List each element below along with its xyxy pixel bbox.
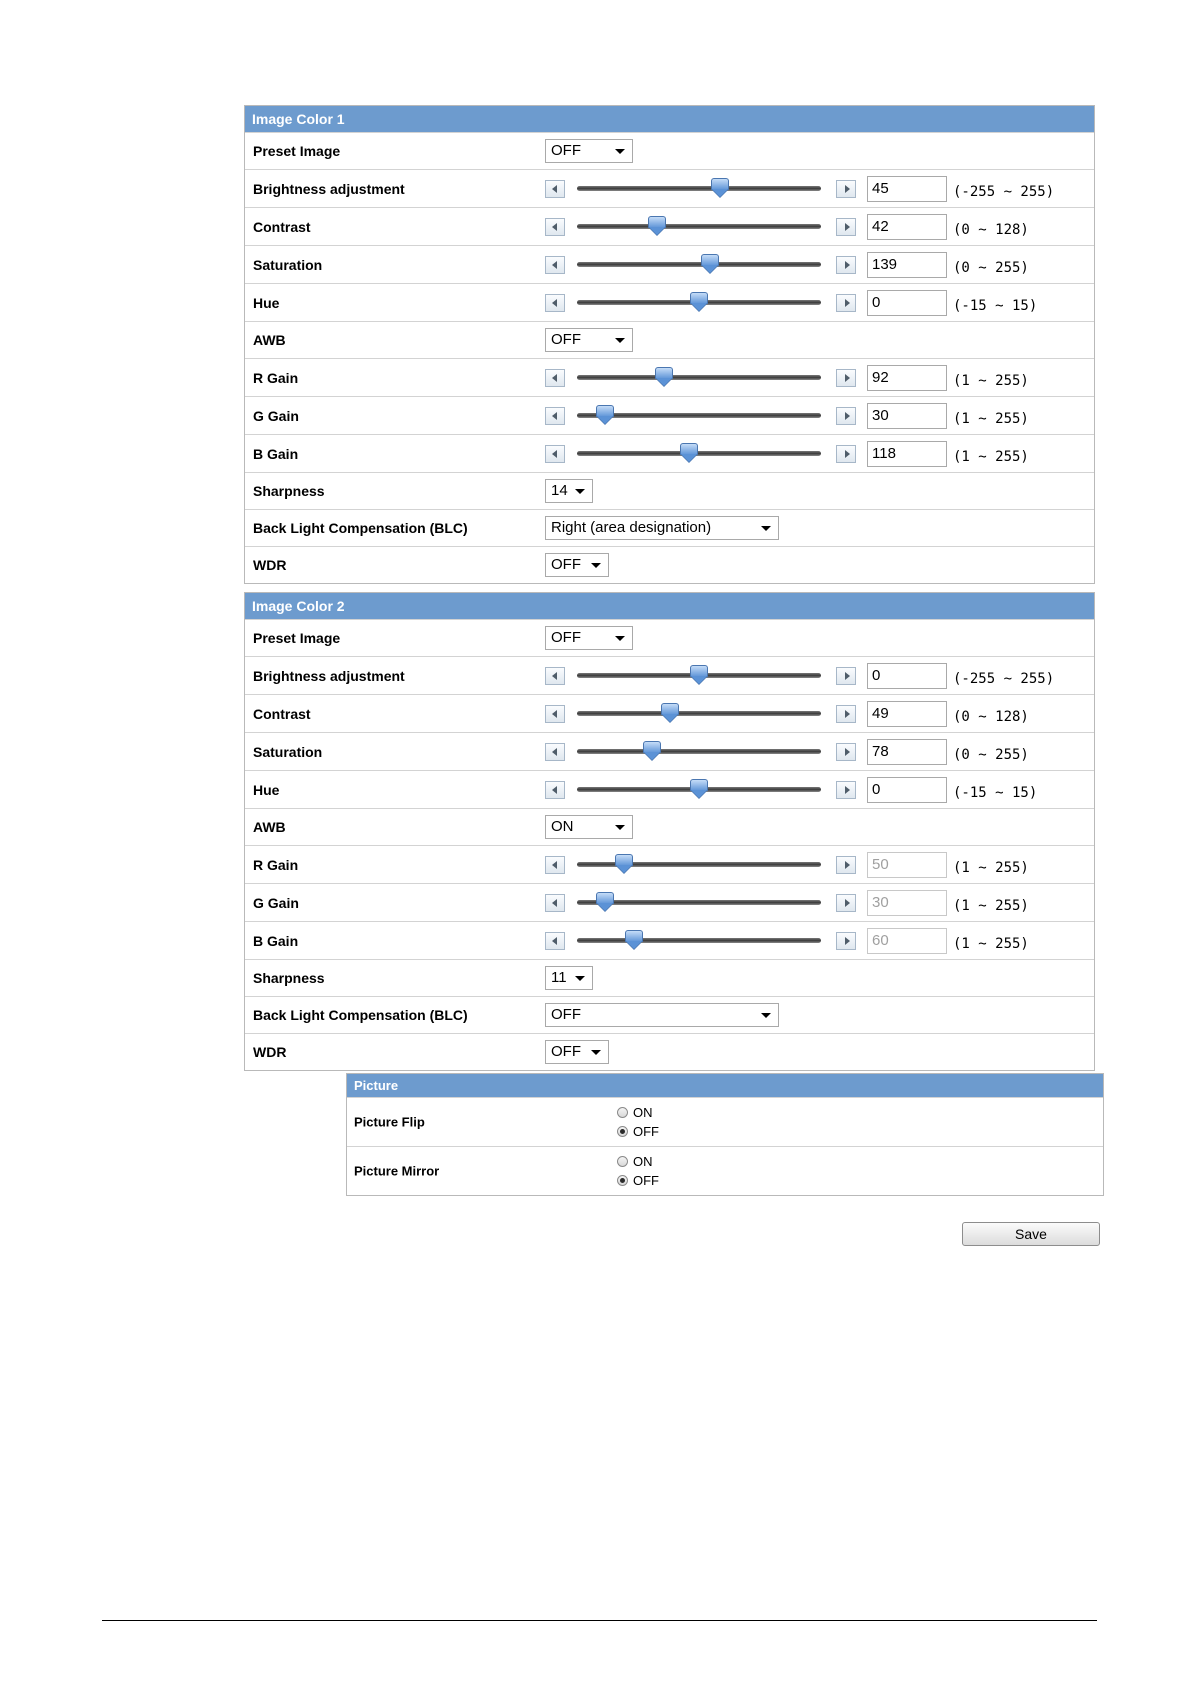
r-gain-value-input: 50 bbox=[867, 852, 947, 878]
contrast-slider-track[interactable] bbox=[577, 224, 821, 229]
setting-label: Preset Image bbox=[253, 630, 341, 646]
contrast-slider-track[interactable] bbox=[577, 711, 821, 716]
picture-panel bbox=[346, 1073, 1104, 1196]
slider-thumb-icon[interactable] bbox=[648, 216, 666, 236]
decrease-button[interactable] bbox=[545, 894, 565, 912]
range-hint: (0 ~ 255) bbox=[953, 259, 1029, 276]
increase-button[interactable] bbox=[836, 369, 856, 387]
decrease-button[interactable] bbox=[545, 667, 565, 685]
setting-label: AWB bbox=[253, 819, 286, 835]
slider-thumb-icon[interactable] bbox=[655, 367, 673, 387]
slider-thumb-icon[interactable] bbox=[701, 254, 719, 274]
radio-option-on[interactable] bbox=[617, 1152, 659, 1171]
setting-row-g-gain bbox=[245, 396, 1094, 434]
wdr-select[interactable] bbox=[545, 553, 609, 577]
caret-left-icon bbox=[552, 374, 557, 382]
picture-mirror-radio-group bbox=[617, 1152, 659, 1190]
brightness-adjustment-value-input[interactable]: 0 bbox=[867, 663, 947, 689]
g-gain-slider-track[interactable] bbox=[577, 900, 821, 905]
saturation-value-input[interactable]: 139 bbox=[867, 252, 947, 278]
preset-image-select[interactable] bbox=[545, 626, 633, 650]
setting-row-awb bbox=[245, 808, 1094, 845]
setting-label: Picture Flip bbox=[354, 1114, 425, 1130]
contrast-value-input[interactable]: 42 bbox=[867, 214, 947, 240]
range-hint: (1 ~ 255) bbox=[953, 897, 1029, 914]
back-light-compensation-blc-select[interactable] bbox=[545, 516, 779, 540]
range-hint: (1 ~ 255) bbox=[953, 372, 1029, 389]
setting-row-saturation bbox=[245, 732, 1094, 770]
setting-label: Sharpness bbox=[253, 970, 325, 986]
setting-row-saturation bbox=[245, 245, 1094, 283]
select-value: OFF bbox=[551, 629, 581, 646]
decrease-button[interactable] bbox=[545, 445, 565, 463]
setting-row-r-gain bbox=[245, 845, 1094, 883]
increase-button[interactable] bbox=[836, 743, 856, 761]
caret-left-icon bbox=[552, 185, 557, 193]
chevron-down-icon bbox=[615, 636, 625, 641]
caret-left-icon bbox=[552, 450, 557, 458]
setting-label: AWB bbox=[253, 332, 286, 348]
slider-thumb-icon[interactable] bbox=[680, 443, 698, 463]
chevron-down-icon bbox=[615, 149, 625, 154]
saturation-slider-track[interactable] bbox=[577, 749, 821, 754]
caret-right-icon bbox=[845, 748, 850, 756]
panel-title: Image Color 2 bbox=[245, 593, 1094, 619]
setting-label: G Gain bbox=[253, 894, 299, 911]
decrease-button[interactable] bbox=[545, 705, 565, 723]
setting-row-back-light-compensation-blc bbox=[245, 509, 1094, 546]
setting-row-sharpness bbox=[245, 472, 1094, 509]
caret-left-icon bbox=[552, 710, 557, 718]
hue-slider-track[interactable] bbox=[577, 787, 821, 792]
range-hint: (1 ~ 255) bbox=[953, 410, 1029, 427]
range-hint: (1 ~ 255) bbox=[953, 448, 1029, 465]
caret-right-icon bbox=[845, 223, 850, 231]
setting-label: Brightness adjustment bbox=[253, 180, 405, 197]
sharpness-select[interactable] bbox=[545, 479, 593, 503]
setting-row-r-gain bbox=[245, 358, 1094, 396]
caret-right-icon bbox=[845, 299, 850, 307]
chevron-down-icon bbox=[575, 976, 585, 981]
setting-row-sharpness bbox=[245, 959, 1094, 996]
select-value: OFF bbox=[551, 1006, 581, 1023]
preset-image-select[interactable] bbox=[545, 139, 633, 163]
radio-button[interactable] bbox=[617, 1126, 628, 1137]
caret-left-icon bbox=[552, 299, 557, 307]
save-button[interactable]: Save bbox=[962, 1222, 1100, 1246]
decrease-button[interactable] bbox=[545, 407, 565, 425]
setting-label: Saturation bbox=[253, 743, 323, 760]
radio-label: OFF bbox=[633, 1124, 659, 1139]
increase-button[interactable] bbox=[836, 781, 856, 799]
setting-label: R Gain bbox=[253, 369, 299, 386]
setting-label: Contrast bbox=[253, 218, 311, 235]
caret-right-icon bbox=[845, 710, 850, 718]
g-gain-value-input[interactable]: 30 bbox=[867, 403, 947, 429]
setting-row-contrast bbox=[245, 207, 1094, 245]
select-value: 11 bbox=[551, 969, 567, 986]
chevron-down-icon bbox=[591, 1050, 601, 1055]
hue-value-input[interactable]: 0 bbox=[867, 290, 947, 316]
radio-option-off[interactable] bbox=[617, 1171, 659, 1190]
setting-row-b-gain bbox=[245, 434, 1094, 472]
range-hint: (0 ~ 128) bbox=[953, 708, 1029, 725]
setting-label: Brightness adjustment bbox=[253, 667, 405, 684]
caret-left-icon bbox=[552, 223, 557, 231]
setting-label: Picture Mirror bbox=[354, 1163, 440, 1179]
chevron-down-icon bbox=[761, 526, 771, 531]
setting-label: Sharpness bbox=[253, 483, 325, 499]
chevron-down-icon bbox=[575, 489, 585, 494]
setting-row-brightness-adjustment bbox=[245, 656, 1094, 694]
range-hint: (-255 ~ 255) bbox=[953, 670, 1055, 687]
saturation-value-input[interactable]: 78 bbox=[867, 739, 947, 765]
radio-button[interactable] bbox=[617, 1107, 628, 1118]
range-hint: (-15 ~ 15) bbox=[953, 784, 1038, 801]
increase-button[interactable] bbox=[836, 180, 856, 198]
setting-row-wdr bbox=[245, 1033, 1094, 1070]
select-value: OFF bbox=[551, 1043, 581, 1060]
setting-label: Contrast bbox=[253, 705, 311, 722]
brightness-adjustment-slider-track[interactable] bbox=[577, 673, 821, 678]
slider-thumb-icon[interactable] bbox=[596, 892, 614, 912]
chevron-down-icon bbox=[615, 825, 625, 830]
decrease-button[interactable] bbox=[545, 180, 565, 198]
increase-button[interactable] bbox=[836, 932, 856, 950]
caret-left-icon bbox=[552, 672, 557, 680]
caret-right-icon bbox=[845, 450, 850, 458]
slider-thumb-icon[interactable] bbox=[661, 703, 679, 723]
setting-row-hue bbox=[245, 770, 1094, 808]
contrast-value-input[interactable]: 49 bbox=[867, 701, 947, 727]
range-hint: (1 ~ 255) bbox=[953, 935, 1029, 952]
chevron-down-icon bbox=[615, 338, 625, 343]
select-value: 14 bbox=[551, 482, 568, 499]
range-hint: (-15 ~ 15) bbox=[953, 297, 1038, 314]
setting-label: Back Light Compensation (BLC) bbox=[253, 520, 468, 536]
decrease-button[interactable] bbox=[545, 781, 565, 799]
increase-button[interactable] bbox=[836, 445, 856, 463]
range-hint: (-255 ~ 255) bbox=[953, 183, 1055, 200]
setting-row-wdr bbox=[245, 546, 1094, 583]
caret-right-icon bbox=[845, 261, 850, 269]
g-gain-slider-track[interactable] bbox=[577, 413, 821, 418]
caret-right-icon bbox=[845, 412, 850, 420]
slider-thumb-icon[interactable] bbox=[690, 779, 708, 799]
decrease-button[interactable] bbox=[545, 743, 565, 761]
slider-thumb-icon[interactable] bbox=[615, 854, 633, 874]
g-gain-value-input: 30 bbox=[867, 890, 947, 916]
b-gain-value-input: 60 bbox=[867, 928, 947, 954]
setting-label: B Gain bbox=[253, 445, 299, 462]
setting-row-contrast bbox=[245, 694, 1094, 732]
caret-right-icon bbox=[845, 786, 850, 794]
hue-slider-track[interactable] bbox=[577, 300, 821, 305]
setting-label: Back Light Compensation (BLC) bbox=[253, 1007, 468, 1023]
setting-label: R Gain bbox=[253, 856, 299, 873]
slider-thumb-icon[interactable] bbox=[596, 405, 614, 425]
caret-left-icon bbox=[552, 261, 557, 269]
radio-button[interactable] bbox=[617, 1156, 628, 1167]
caret-left-icon bbox=[552, 937, 557, 945]
setting-row-back-light-compensation-blc bbox=[245, 996, 1094, 1033]
saturation-slider-track[interactable] bbox=[577, 262, 821, 267]
image-color-2-panel bbox=[244, 592, 1095, 1071]
b-gain-slider-track[interactable] bbox=[577, 938, 821, 943]
panel-title: Image Color 1 bbox=[245, 106, 1094, 132]
setting-row-awb bbox=[245, 321, 1094, 358]
slider-thumb-icon[interactable] bbox=[690, 292, 708, 312]
radio-button[interactable] bbox=[617, 1175, 628, 1186]
radio-label: ON bbox=[633, 1154, 653, 1169]
caret-left-icon bbox=[552, 748, 557, 756]
decrease-button[interactable] bbox=[545, 218, 565, 236]
setting-row-preset-image bbox=[245, 619, 1094, 656]
setting-row-g-gain bbox=[245, 883, 1094, 921]
setting-label: Hue bbox=[253, 294, 280, 311]
range-hint: (1 ~ 255) bbox=[953, 859, 1029, 876]
chevron-down-icon bbox=[591, 563, 601, 568]
setting-label: Hue bbox=[253, 781, 280, 798]
slider-thumb-icon[interactable] bbox=[690, 665, 708, 685]
increase-button[interactable] bbox=[836, 407, 856, 425]
radio-option-off[interactable] bbox=[617, 1122, 659, 1141]
slider-thumb-icon[interactable] bbox=[711, 178, 729, 198]
footer-divider bbox=[102, 1620, 1097, 1621]
image-color-1-panel bbox=[244, 105, 1095, 584]
select-value: OFF bbox=[551, 142, 581, 159]
range-hint: (0 ~ 255) bbox=[953, 746, 1029, 763]
caret-left-icon bbox=[552, 786, 557, 794]
r-gain-value-input[interactable]: 92 bbox=[867, 365, 947, 391]
decrease-button[interactable] bbox=[545, 294, 565, 312]
increase-button[interactable] bbox=[836, 218, 856, 236]
increase-button[interactable] bbox=[836, 705, 856, 723]
decrease-button[interactable] bbox=[545, 369, 565, 387]
brightness-adjustment-slider-track[interactable] bbox=[577, 186, 821, 191]
caret-right-icon bbox=[845, 861, 850, 869]
setting-label: Preset Image bbox=[253, 143, 341, 159]
range-hint: (0 ~ 128) bbox=[953, 221, 1029, 238]
sharpness-select[interactable] bbox=[545, 966, 593, 990]
r-gain-slider-track[interactable] bbox=[577, 862, 821, 867]
setting-row-brightness-adjustment bbox=[245, 169, 1094, 207]
setting-label: B Gain bbox=[253, 932, 299, 949]
caret-right-icon bbox=[845, 374, 850, 382]
increase-button[interactable] bbox=[836, 256, 856, 274]
increase-button[interactable] bbox=[836, 667, 856, 685]
setting-label: WDR bbox=[253, 1044, 287, 1060]
caret-right-icon bbox=[845, 672, 850, 680]
awb-select[interactable] bbox=[545, 328, 633, 352]
wdr-select[interactable] bbox=[545, 1040, 609, 1064]
radio-option-on[interactable] bbox=[617, 1103, 659, 1122]
chevron-down-icon bbox=[761, 1013, 771, 1018]
increase-button[interactable] bbox=[836, 294, 856, 312]
select-value: OFF bbox=[551, 556, 581, 573]
setting-row-picture-mirror bbox=[347, 1146, 1103, 1195]
setting-label: WDR bbox=[253, 557, 287, 573]
increase-button[interactable] bbox=[836, 856, 856, 874]
select-value: Right (area designation) bbox=[551, 519, 712, 536]
caret-right-icon bbox=[845, 899, 850, 907]
brightness-adjustment-value-input[interactable]: 45 bbox=[867, 176, 947, 202]
increase-button[interactable] bbox=[836, 894, 856, 912]
select-value: OFF bbox=[551, 331, 581, 348]
caret-left-icon bbox=[552, 899, 557, 907]
awb-select[interactable] bbox=[545, 815, 633, 839]
radio-label: OFF bbox=[633, 1173, 659, 1188]
decrease-button[interactable] bbox=[545, 856, 565, 874]
caret-left-icon bbox=[552, 412, 557, 420]
caret-left-icon bbox=[552, 861, 557, 869]
b-gain-value-input[interactable]: 118 bbox=[867, 441, 947, 467]
picture-flip-radio-group bbox=[617, 1103, 659, 1141]
panel-title: Picture bbox=[347, 1074, 1103, 1097]
r-gain-slider-track[interactable] bbox=[577, 375, 821, 380]
setting-row-hue bbox=[245, 283, 1094, 321]
caret-right-icon bbox=[845, 937, 850, 945]
back-light-compensation-blc-select[interactable] bbox=[545, 1003, 779, 1027]
setting-row-b-gain bbox=[245, 921, 1094, 959]
setting-row-preset-image bbox=[245, 132, 1094, 169]
setting-row-picture-flip bbox=[347, 1097, 1103, 1146]
decrease-button[interactable] bbox=[545, 256, 565, 274]
caret-right-icon bbox=[845, 185, 850, 193]
slider-thumb-icon[interactable] bbox=[643, 741, 661, 761]
hue-value-input[interactable]: 0 bbox=[867, 777, 947, 803]
select-value: ON bbox=[551, 818, 574, 835]
b-gain-slider-track[interactable] bbox=[577, 451, 821, 456]
setting-label: Saturation bbox=[253, 256, 323, 273]
setting-label: G Gain bbox=[253, 407, 299, 424]
decrease-button[interactable] bbox=[545, 932, 565, 950]
slider-thumb-icon[interactable] bbox=[625, 930, 643, 950]
radio-label: ON bbox=[633, 1105, 653, 1120]
